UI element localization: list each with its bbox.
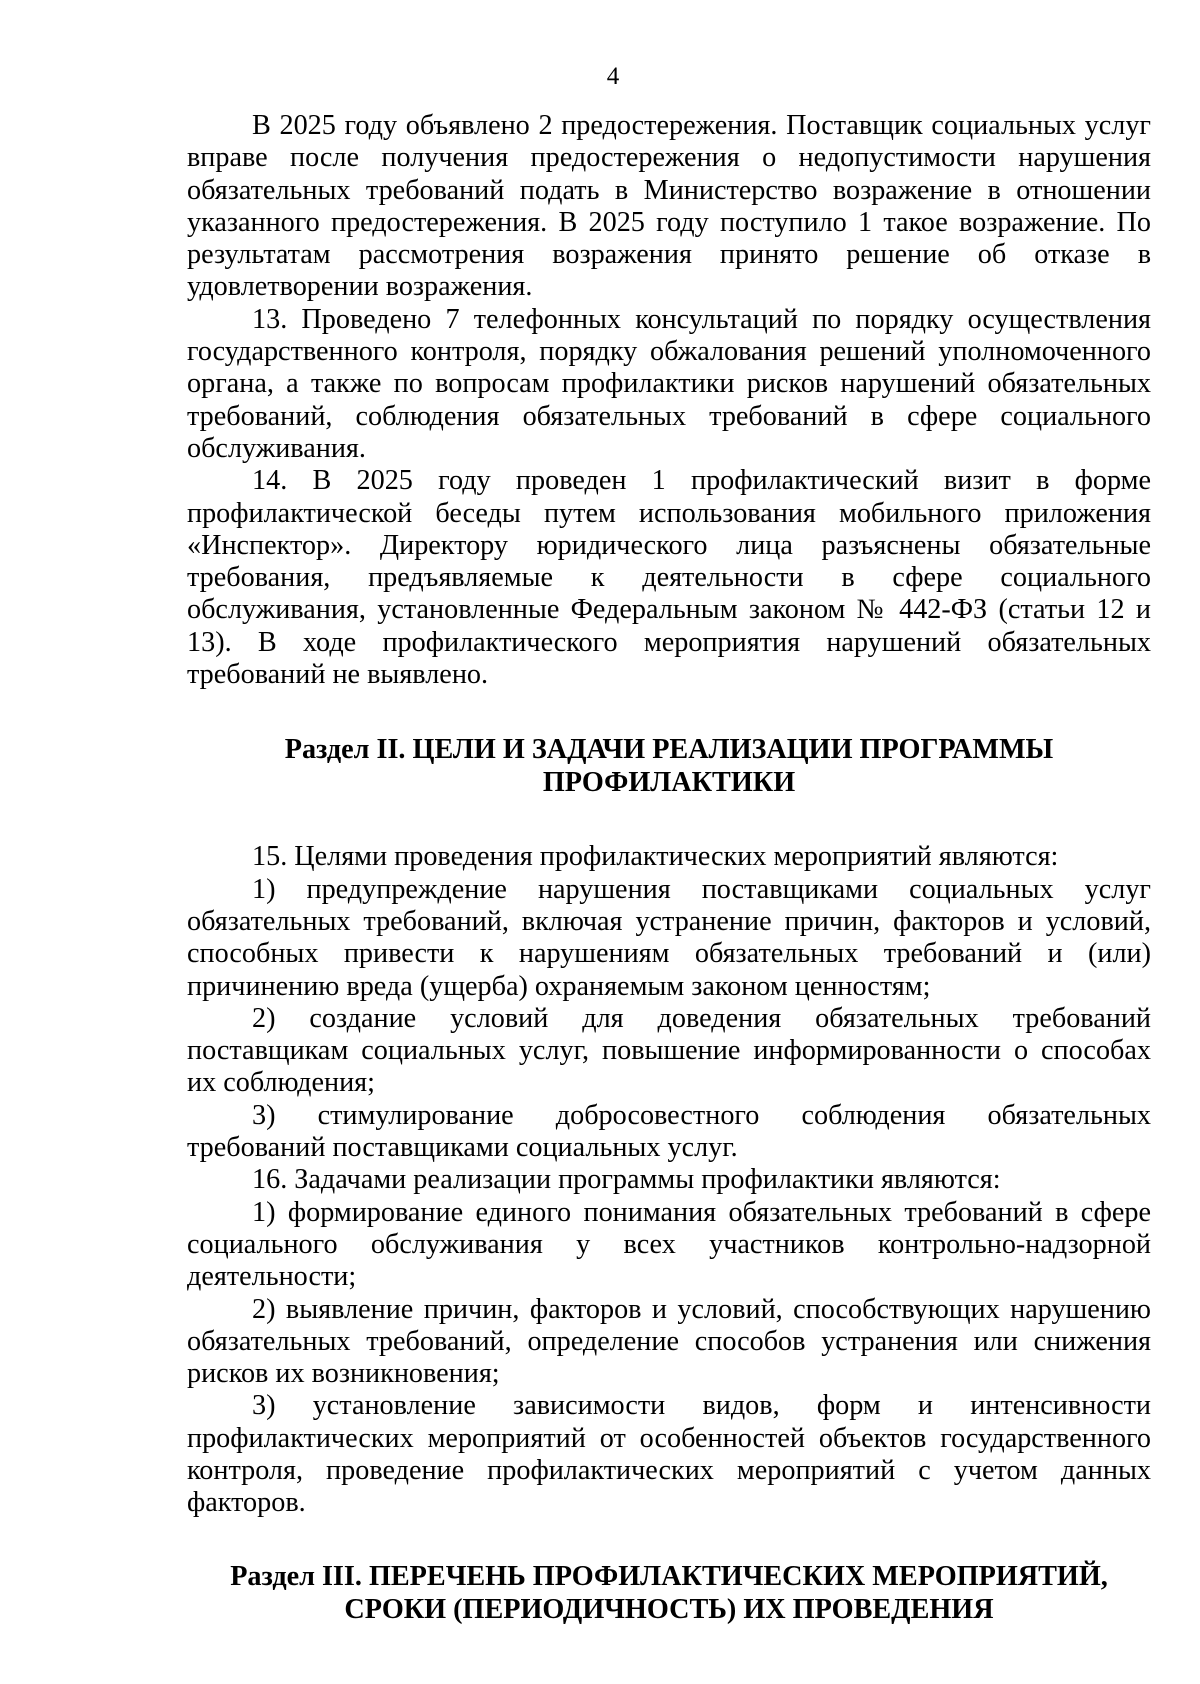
section-2-heading-line-2: ПРОФИЛАКТИКИ [542, 767, 796, 799]
section-2-heading [187, 733, 1151, 799]
paragraph-warnings: В 2025 году объявлено 2 предостережения. Поставщик социальных услуг вправе после получения предостережения о недопустимости нарушения обязательных требований подать в Министерство возражение в отношении указанного предостережения. В 2025 году поступило 1 такое возражение. По результатам рассмотрения возражения принято решение об отказе в удовлетворении возражения. [187, 110, 1151, 303]
task-item-2: 2) выявление причин, факторов и условий, способствующих нарушению обязательных требований, определение способов устранения или снижения рисков их возникновения; [187, 1293, 1151, 1390]
task-item-3: 3) установление зависимости видов, форм и интенсивности профилактических мероприятий от особенностей объектов государственного контроля, проведение профилактических мероприятий с учетом данных факторов. [187, 1390, 1151, 1519]
page-number: 4 [606, 63, 620, 90]
section-2-heading-line-1: Раздел II. ЦЕЛИ И ЗАДАЧИ РЕАЛИЗАЦИИ ПРОГРАММЫ [284, 734, 1054, 766]
goal-item-3: 3) стимулирование добросовестного соблюдения обязательных требований поставщиками социальных услуг. [187, 1099, 1151, 1164]
section-3-heading [187, 1560, 1151, 1626]
goal-item-2: 2) создание условий для доведения обязательных требований поставщикам социальных услуг, повышение информированности о способах их соблюдения; [187, 1002, 1151, 1099]
document-body [187, 110, 1151, 1626]
paragraph-15-goals: 15. Целями проведения профилактических мероприятий являются: [252, 841, 1059, 873]
paragraph-14-preventive-visit: 14. В 2025 году проведен 1 профилактический визит в форме профилактической беседы путем использования мобильного приложения «Инспектор». Директору юридического лица разъяснены обязательные требования, предъявляемые к деятельности в сфере социального обслуживания, установленные Федеральным законом № 442-ФЗ (статьи 12 и 13). В ходе профилактического мероприятия нарушений обязательных требований не выявлено. [187, 465, 1151, 691]
goal-item-1: 1) предупреждение нарушения поставщиками социальных услуг обязательных требований, включая устранение причин, факторов и условий, способных привести к нарушениям обязательных требований и (или) причинению вреда (ущерба) охраняемым законом ценностям; [187, 873, 1151, 1002]
paragraph-13-consultations: 13. Проведено 7 телефонных консультаций по порядку осуществления государственного контроля, порядку обжалования решений уполномоченного органа, а также по вопросам профилактики рисков нарушений обязательных требований, соблюдения обязательных требований в сфере социального обслуживания. [187, 303, 1151, 464]
task-item-1: 1) формирование единого понимания обязательных требований в сфере социального обслуживания у всех участников контрольно-надзорной деятельности; [187, 1196, 1151, 1293]
section-3-heading-line-1: Раздел III. ПЕРЕЧЕНЬ ПРОФИЛАКТИЧЕСКИХ МЕРОПРИЯТИЙ, [230, 1560, 1108, 1592]
section-3-heading-line-2: СРОКИ (ПЕРИОДИЧНОСТЬ) ИХ ПРОВЕДЕНИЯ [344, 1593, 994, 1625]
paragraph-16-tasks: 16. Задачами реализации программы профилактики являются: [252, 1164, 1001, 1196]
